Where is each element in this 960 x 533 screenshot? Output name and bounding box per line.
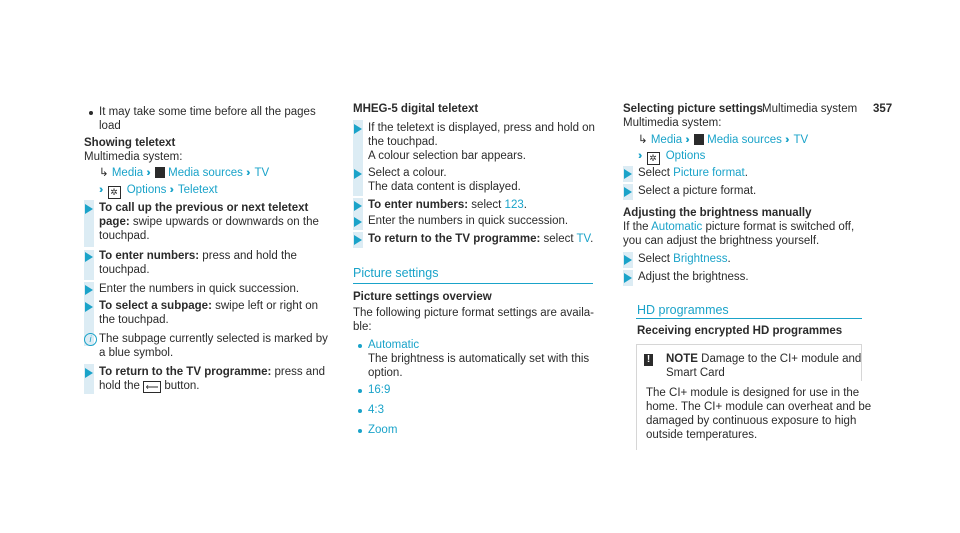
intro-text: The following picture format settings are availa-: [353, 307, 594, 319]
step-text: Adjust the brightness.: [638, 271, 749, 283]
value-tv[interactable]: TV: [576, 233, 591, 245]
path-return-icon: ↳: [99, 167, 109, 179]
step-text: To return to the TV programme: press and: [99, 366, 325, 378]
step-text: To enter numbers: select 123.: [368, 199, 527, 211]
step-text: To enter numbers: press and hold the: [99, 250, 297, 262]
step-text: Select Picture format.: [638, 167, 748, 179]
section-rule: [353, 283, 593, 284]
note-title: Smart Card: [666, 367, 725, 379]
step-arrow-icon: [624, 255, 632, 265]
chevron-double-icon: ››: [146, 167, 148, 179]
step-arrow-icon: [85, 204, 93, 214]
option-desc: The brightness is automatically set with this: [368, 353, 590, 365]
note-box: [636, 344, 872, 450]
path-tv[interactable]: TV: [254, 167, 270, 179]
heading-selecting-picture: Selecting picture settings: [623, 103, 763, 115]
step-text: To call up the previous or next teletext: [99, 202, 309, 214]
step-arrow-icon: [354, 235, 362, 245]
para-text: If the Automatic picture format is switched off,: [623, 221, 855, 233]
chevron-double-icon: ››: [638, 150, 640, 162]
step-text: If the teletext is displayed, press and hold on: [368, 122, 595, 134]
step-text: touchpad.: [99, 264, 150, 276]
bullet-dot: [358, 344, 362, 348]
section-hd-programmes: HD programmes: [637, 303, 729, 317]
step-arrow-icon: [354, 201, 362, 211]
gear-icon: ✲: [108, 186, 121, 199]
value-123[interactable]: 123: [504, 199, 524, 211]
option-4-3[interactable]: 4:3: [368, 404, 384, 416]
step-text: touchpad.: [99, 230, 150, 242]
section-rule: [636, 318, 862, 319]
note-body: damaged by continuous exposure to high: [646, 415, 857, 427]
media-sources-icon: [155, 167, 165, 178]
option-automatic[interactable]: Automatic: [368, 339, 420, 351]
heading-brightness: Adjusting the brightness manually: [623, 207, 812, 219]
step-arrow-icon: [624, 273, 632, 283]
step-text: The data content is displayed.: [368, 181, 521, 193]
bullet-text-1: It may take some time before all the pages: [99, 106, 316, 118]
step-text: A colour selection bar appears.: [368, 150, 526, 162]
path-options[interactable]: Options: [126, 184, 167, 196]
path-tv[interactable]: TV: [793, 134, 809, 146]
path-media[interactable]: Media: [111, 167, 144, 179]
path-intro: Multimedia system:: [623, 117, 722, 129]
option-16-9[interactable]: 16:9: [368, 384, 391, 396]
step-arrow-icon: [624, 169, 632, 179]
brightness-link[interactable]: Brightness: [673, 253, 728, 265]
para-text: you can adjust the brightness yourself.: [623, 235, 820, 247]
path-options[interactable]: Options: [665, 150, 706, 162]
path-return-icon: ↳: [638, 134, 648, 146]
path-media[interactable]: Media: [650, 134, 683, 146]
step-arrow-icon: [354, 124, 362, 134]
step-text: To return to the TV programme: select TV.: [368, 233, 594, 245]
note-border: [636, 381, 637, 450]
heading-mheg5: MHEG-5 digital teletext: [353, 103, 479, 115]
step-arrow-icon: [354, 217, 362, 227]
step-text: To select a subpage: swipe left or right on: [99, 300, 319, 312]
step-arrow-icon: [85, 368, 93, 378]
step-arrow-icon: [85, 252, 93, 262]
step-text: Select Brightness.: [638, 253, 731, 265]
path-intro: Multimedia system:: [84, 151, 183, 163]
option-zoom[interactable]: Zoom: [368, 424, 398, 436]
header-title: Multimedia system: [762, 103, 858, 115]
menu-path-2: [99, 183, 218, 199]
note-body: home. The CI+ module can overheat and be: [646, 401, 872, 413]
step-text: hold the ⟵ button.: [99, 380, 200, 392]
info-icon: i: [84, 333, 97, 346]
step-arrow-icon: [85, 285, 93, 295]
step-text: page: swipe upwards or downwards on the: [99, 216, 319, 228]
step-text: the touchpad.: [368, 136, 438, 148]
step-arrow-icon: [85, 302, 93, 312]
back-button-icon: ⟵: [143, 381, 161, 393]
bullet-dot: [358, 389, 362, 393]
step-text: Enter the numbers in quick succession.: [368, 215, 569, 227]
option-desc: option.: [368, 367, 403, 379]
step-arrow-icon: [624, 187, 632, 197]
chevron-double-icon: ››: [169, 184, 171, 196]
bullet-dot: [358, 409, 362, 413]
automatic-link[interactable]: Automatic: [651, 221, 703, 233]
bullet-dot: [89, 111, 93, 115]
bullet-text-2: load: [99, 120, 121, 132]
picture-format-link[interactable]: Picture format: [673, 167, 745, 179]
note-body: outside temperatures.: [646, 429, 758, 441]
menu-path-1: [99, 166, 269, 180]
bullet-dot: [358, 429, 362, 433]
page-number: 357: [873, 103, 893, 115]
step-text: Enter the numbers in quick succession.: [99, 283, 300, 295]
path-teletext[interactable]: Teletext: [177, 184, 218, 196]
gear-icon: ✲: [647, 152, 660, 165]
path-media-sources[interactable]: Media sources: [707, 134, 782, 146]
step-text: the touchpad.: [99, 314, 169, 326]
note-title: NOTE Damage to the CI+ module and: [666, 353, 862, 365]
step-arrow-icon: [354, 169, 362, 179]
intro-text: ble:: [353, 321, 372, 333]
info-text: The subpage currently selected is marked by: [99, 333, 328, 345]
media-sources-icon: [694, 134, 704, 145]
warning-icon: !: [644, 354, 653, 366]
subheading-encrypted-hd: Receiving encrypted HD programmes: [637, 325, 843, 337]
note-body: The CI+ module is designed for use in the: [646, 387, 860, 399]
menu-path-1: [638, 133, 808, 147]
chevron-double-icon: ››: [785, 134, 787, 146]
section-picture-settings: Picture settings: [353, 266, 439, 280]
chevron-double-icon: ››: [246, 167, 248, 179]
chevron-double-icon: ››: [685, 134, 687, 146]
subheading-overview: Picture settings overview: [353, 291, 492, 303]
path-media-sources[interactable]: Media sources: [168, 167, 243, 179]
step-text: Select a picture format.: [638, 185, 757, 197]
step-text: Select a colour.: [368, 167, 447, 179]
chevron-double-icon: ››: [99, 184, 101, 196]
info-text: a blue symbol.: [99, 347, 174, 359]
heading-showing-teletext: Showing teletext: [84, 137, 176, 149]
menu-path-2: [638, 149, 705, 165]
